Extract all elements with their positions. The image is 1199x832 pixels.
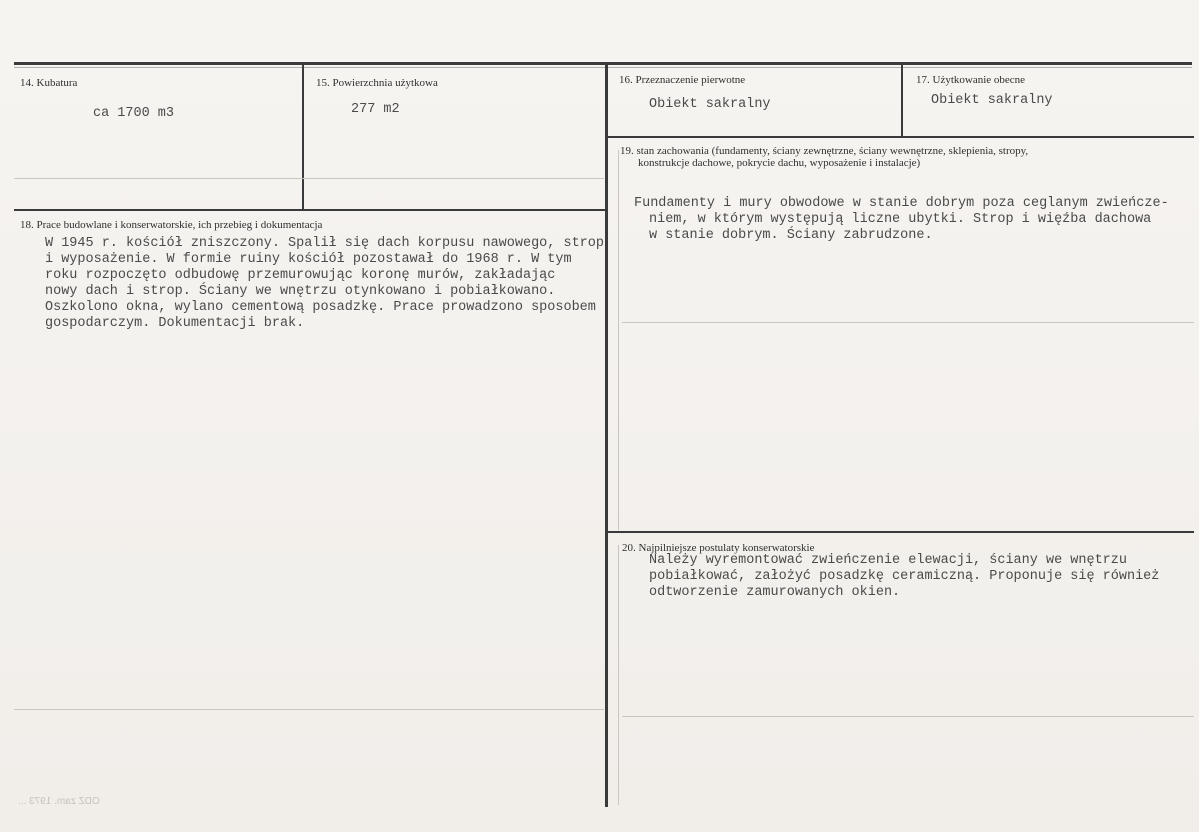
section-16-17-bottom (606, 136, 1194, 138)
field-19-line: Fundamenty i mury obwodowe w stanie dobrym poza ceglanym zwieńcze- (634, 196, 1169, 211)
field-18-line: roku rozpoczęto odbudowę przemurowując koronę murów, zakładając (45, 268, 556, 283)
guide-line (618, 150, 619, 530)
field-14-value: ca 1700 m3 (93, 106, 175, 121)
guide-line (622, 716, 1194, 717)
field-20-line: odtworzenie zamurowanych okien. (649, 585, 901, 600)
printer-mark: ODZ zam. 1973 ... (18, 796, 100, 807)
divider-14-15 (302, 65, 304, 210)
field-18-line: Oszkolono okna, wylano cementową posadzkę. Prace prowadzono sposobem (45, 300, 596, 315)
field-19-line: niem, w którym występują liczne ubytki. Strop i więźba dachowa (649, 212, 1152, 227)
field-19-line: w stanie dobrym. Ściany zabrudzone. (649, 228, 933, 243)
field-18-line: W 1945 r. kościół zniszczony. Spalił się dach korpusu nawowego, strop (45, 236, 604, 251)
top-border-line (14, 62, 1192, 65)
guide-line (618, 545, 619, 805)
divider-16-17 (901, 65, 903, 137)
field-20-line: pobiałkować, założyć posadzkę ceramiczną. Proponuje się również (649, 569, 1160, 584)
section-14-15-bottom (14, 209, 606, 211)
guide-line (14, 709, 604, 710)
field-19-label-line2: konstrukcje dachowe, pokrycie dachu, wyposażenie i instalacje) (638, 157, 921, 169)
field-18-line: i wyposażenie. W formie ruiny kościół pozostawał do 1968 r. W tym (45, 252, 572, 267)
field-19-label-line1: 19. stan zachowania (fundamenty, ściany zewnętrzne, ściany wewnętrzne, sklepienia, stropy, (620, 145, 1029, 157)
field-15-label: 15. Powierzchnia użytkowa (316, 77, 438, 89)
field-16-value: Obiekt sakralny (649, 97, 771, 112)
field-14-label: 14. Kubatura (20, 77, 78, 89)
field-18-line: nowy dach i strop. Ściany we wnętrzu otynkowano i pobiałkowano. (45, 284, 556, 299)
field-18-line: gospodarczym. Dokumentacji brak. (45, 316, 305, 331)
field-15-value: 277 m2 (351, 102, 400, 117)
guide-line (622, 322, 1194, 323)
field-18-label: 18. Prace budowlane i konserwatorskie, ich przebieg i dokumentacja (20, 219, 323, 231)
field-16-label: 16. Przeznaczenie pierwotne (619, 74, 746, 86)
main-column-divider (605, 65, 608, 807)
top-border-shadow (14, 67, 1192, 68)
guide-line (14, 178, 604, 179)
field-20-label: 20. Najpilniejsze postulaty konserwatorskie (622, 542, 815, 554)
field-17-value: Obiekt sakralny (931, 93, 1053, 108)
section-19-bottom (606, 531, 1194, 533)
field-20-line: Należy wyremontować zwieńczenie elewacji, ściany we wnętrzu (649, 553, 1127, 568)
field-17-label: 17. Użytkowanie obecne (916, 74, 1026, 86)
